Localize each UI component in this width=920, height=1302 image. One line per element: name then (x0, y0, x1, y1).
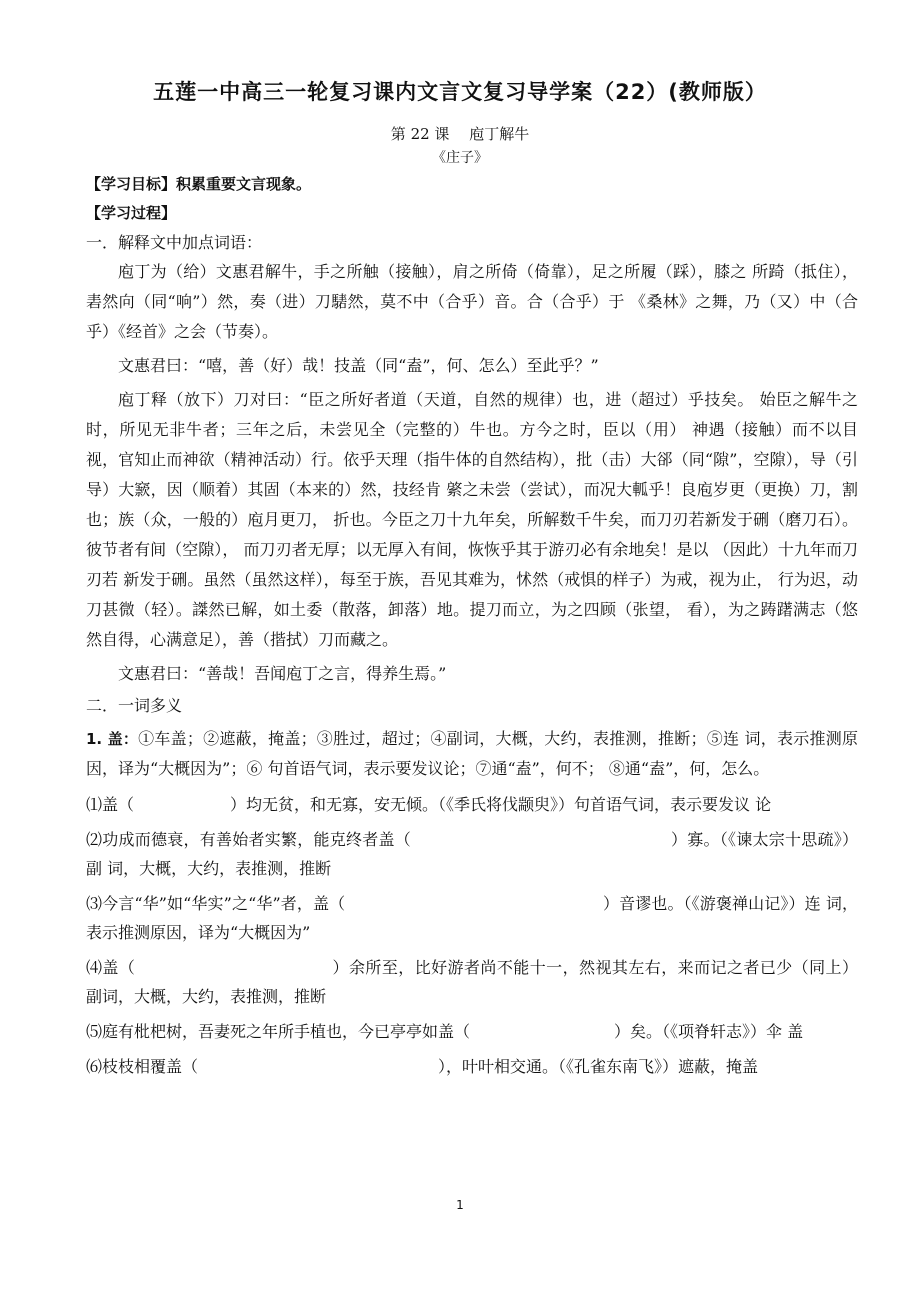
passage-paragraph-3: 庖丁释（放下）刀对曰：“臣之所好者道（天道，自然的规律）也，进（超过）乎技矣。 始臣之解牛之时，所见无非牛者；三年之后，未尝见全（完整的）牛也。方今之时，臣以（用） 神遇（接触）而不以目视，官知止而神欲（精神活动）行。依乎天理（指牛体的自然结构），批（击）大郤（同“隙”，空隙），导（引导）大窾，因（顺着）其固（本来的）然，技经肯 綮之未尝（尝试），而况大軱乎！良庖岁更（更换）刀，割也；族（众，一般的）庖月更刀， 折也。今臣之刀十九年矣，所解数千牛矣，而刀刃若新发于硎（磨刀石）。彼节者有间（空隙）， 而刀刃者无厚；以无厚入有间，恢恢乎其于游刃必有余地矣！是以 （因此）十九年而刀刃若 新发于硎。虽然（虽然这样），每至于族，吾见其难为，怵然（戒惧的样子）为戒，视为止， 行为迟，动刀甚微（轻）。謋然已解，如土委（散落，卸落）地。提刀而立，为之四顾（张望， 看），为之踌躇满志（悠然自得，心满意足），善（揩拭）刀而藏之。 (86, 390, 858, 649)
example-item: ⑴盖（ ）均无贫，和无寡，安无倾。（《季氏将伐颛臾》）句首语气词，表示要发议 论 (86, 795, 772, 814)
example-item: ⑹枝枝相覆盖（ ），叶叶相交通。（《孔雀东南飞》）遮蔽，掩盖 (86, 1057, 759, 1076)
page-title: 五莲一中高三一轮复习课内文言文复习导学案（22）(教师版） (153, 80, 767, 104)
lesson-heading: 第 22 课 庖丁解牛 (390, 125, 530, 143)
source-heading: 《庄子》 (432, 150, 488, 166)
passage-paragraph-2: 文惠君曰：“嘻，善（好）哉！技盖（同“盍”，何、怎么）至此乎？” (118, 356, 599, 375)
passage-paragraph-4: 文惠君曰：“善哉！吾闻庖丁之言，得养生焉。” (118, 664, 447, 683)
learning-process: 【学习过程】 (86, 204, 177, 222)
definition-text: ①车盖；②遮蔽，掩盖；③胜过，超过；④副词，大概，大约，表推测，推断；⑤连 词，表示推测原因，译为“大概因为”；⑥ 句首语气词，表示要发议论；⑦通“盍”，何不； ⑧通“盍”，何，怎么。 (86, 729, 859, 778)
passage-paragraph-1: 庖丁为（给）文惠君解牛，手之所触（接触），肩之所倚（倚靠），足之所履（踩），膝之 所踦（抵住），砉然向（同“响”）然，奏（进）刀騞然，莫不中（合乎）音。合（合乎）于 《桑林》之舞，乃（又）中（合乎）《经首》之会（节奏）。 (86, 262, 858, 341)
page-number: 1 (456, 1198, 464, 1212)
definition-block (86, 724, 858, 784)
main-content (86, 170, 858, 1081)
example-item: ⑸庭有枇杷树，吾妻死之年所手植也，今已亭亭如盖（ ）矣。（《项脊轩志》）伞 盖 (86, 1022, 804, 1041)
section1-heading: 一．解释文中加点词语： (86, 233, 263, 252)
learning-goal: 【学习目标】积累重要文言现象。 (86, 175, 312, 193)
example-item: ⑶今言“华”如“华实”之“华”者，盖（ ）音谬也。（《游褒禅山记》）连 词，表示推测原因，译为“大概因为” (86, 894, 858, 942)
example-item: ⑷盖（ ）余所至，比好游者尚不能十一，然视其左右，来而记之者已少（同上） 副词，大概，大约，表推测，推断 (86, 958, 858, 1006)
section2-heading: 二．一词多义 (86, 696, 183, 715)
example-item: ⑵功成而德衰，有善始者实繁，能克终者盖（ ）寡。（《谏太宗十思疏》）副 词，大概，大约，表推测，推断 (86, 830, 858, 878)
definition-label: 1. 盖： (86, 730, 139, 748)
